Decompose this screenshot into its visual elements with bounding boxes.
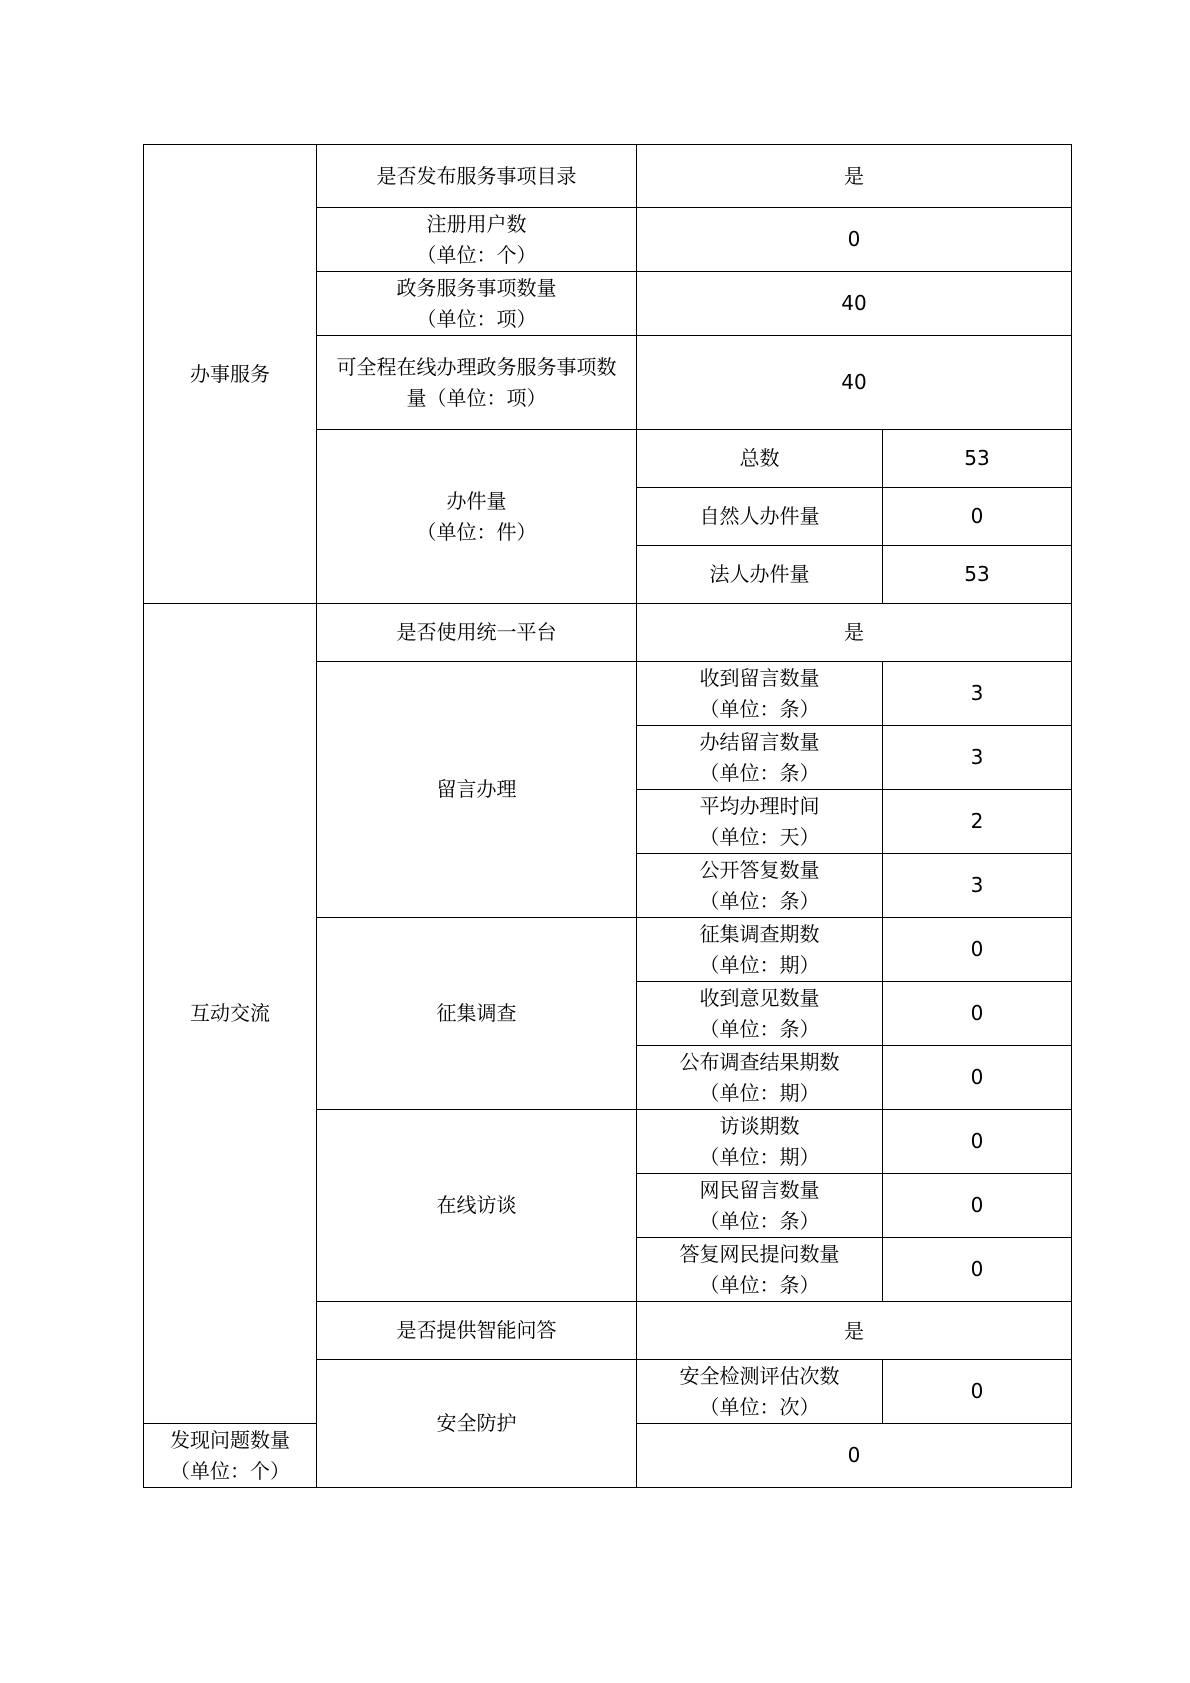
value-survey-opinions: 0: [883, 982, 1072, 1046]
label-messages: 留言办理: [317, 662, 637, 918]
value-interview-periods: 0: [883, 1110, 1072, 1174]
label-cases-legal: 法人办件量: [637, 546, 883, 604]
value-service-catalog: 是: [637, 145, 1072, 208]
value-security-eval: 0: [883, 1360, 1072, 1424]
value-survey-periods: 0: [883, 918, 1072, 982]
value-msg-public: 3: [883, 854, 1072, 918]
value-smart-qa: 是: [637, 1302, 1072, 1360]
value-registered-users: 0: [637, 208, 1072, 272]
label-interview-answers: 答复网民提问数量 （单位：条）: [637, 1238, 883, 1302]
label-cases-natural: 自然人办件量: [637, 488, 883, 546]
label-interview-netizen: 网民留言数量 （单位：条）: [637, 1174, 883, 1238]
label-msg-avg: 平均办理时间 （单位：天）: [637, 790, 883, 854]
label-service-catalog: 是否发布服务事项目录: [317, 145, 637, 208]
value-cases-total: 53: [883, 430, 1072, 488]
value-msg-avg: 2: [883, 790, 1072, 854]
label-online-items: 可全程在线办理政务服务事项数 量（单位：项）: [317, 336, 637, 430]
statistics-table: [143, 144, 1072, 1488]
section-anquan: 安全防护: [317, 1360, 637, 1488]
label-msg-received: 收到留言数量 （单位：条）: [637, 662, 883, 726]
label-cases-total: 总数: [637, 430, 883, 488]
label-cases: 办件量 （单位：件）: [317, 430, 637, 604]
label-survey-periods: 征集调查期数 （单位：期）: [637, 918, 883, 982]
value-security-issues: 0: [637, 1424, 1072, 1488]
value-unified-platform: 是: [637, 604, 1072, 662]
label-msg-done: 办结留言数量 （单位：条）: [637, 726, 883, 790]
label-survey: 征集调查: [317, 918, 637, 1110]
label-smart-qa: 是否提供智能问答: [317, 1302, 637, 1360]
value-interview-netizen: 0: [883, 1174, 1072, 1238]
value-cases-legal: 53: [883, 546, 1072, 604]
label-security-eval: 安全检测评估次数 （单位：次）: [637, 1360, 883, 1424]
value-service-items: 40: [637, 272, 1072, 336]
label-interview: 在线访谈: [317, 1110, 637, 1302]
value-online-items: 40: [637, 336, 1072, 430]
value-msg-received: 3: [883, 662, 1072, 726]
section-banshi: 办事服务: [144, 145, 317, 604]
label-survey-opinions: 收到意见数量 （单位：条）: [637, 982, 883, 1046]
label-service-items: 政务服务事项数量 （单位：项）: [317, 272, 637, 336]
value-cases-natural: 0: [883, 488, 1072, 546]
label-registered-users: 注册用户数 （单位：个）: [317, 208, 637, 272]
label-security-issues: 发现问题数量 （单位：个）: [144, 1424, 317, 1488]
section-hudong: 互动交流: [144, 604, 317, 1424]
value-survey-results: 0: [883, 1046, 1072, 1110]
value-interview-answers: 0: [883, 1238, 1072, 1302]
label-unified-platform: 是否使用统一平台: [317, 604, 637, 662]
label-interview-periods: 访谈期数 （单位：期）: [637, 1110, 883, 1174]
label-msg-public: 公开答复数量 （单位：条）: [637, 854, 883, 918]
value-msg-done: 3: [883, 726, 1072, 790]
label-survey-results: 公布调查结果期数 （单位：期）: [637, 1046, 883, 1110]
row-unified-platform: [144, 604, 1072, 662]
row-service-catalog: [144, 145, 1072, 208]
